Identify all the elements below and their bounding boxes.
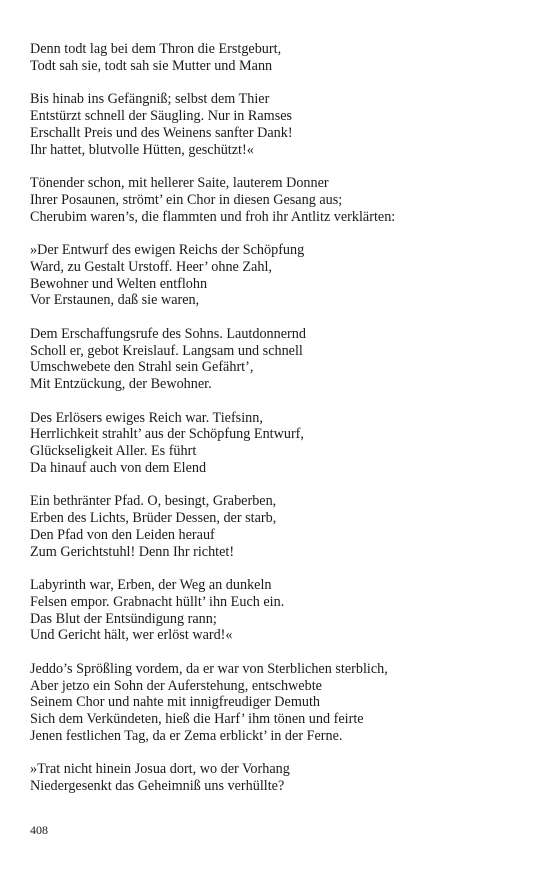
verse-line: Erben des Lichts, Brüder Dessen, der starb, — [30, 510, 277, 527]
verse-line: Herrlichkeit strahlt’ aus der Schöpfung Entwurf, — [30, 426, 304, 443]
verse-line: Das Blut der Entsündigung rann; — [30, 610, 217, 627]
verse-line: Jeddo’s Sprößling vordem, da er war von Sterblichen sterblich, — [30, 660, 388, 677]
verse-line: Ihr hattet, blutvolle Hütten, geschützt!« — [30, 141, 254, 158]
stanza — [30, 41, 530, 75]
verse-line: Todt sah sie, todt sah sie Mutter und Mann — [30, 57, 273, 74]
stanza — [30, 493, 530, 560]
verse-line: Cherubim waren’s, die flammten und froh ihr Antlitz verklärten: — [30, 208, 396, 225]
verse-line: Den Pfad von den Leiden herauf — [30, 526, 215, 543]
stanza — [30, 91, 530, 158]
poem-text — [30, 41, 530, 812]
stanza — [30, 761, 530, 795]
stanza — [30, 326, 530, 393]
verse-line: Felsen empor. Grabnacht hüllt’ ihn Euch ein. — [30, 593, 285, 610]
verse-line: Labyrinth war, Erben, der Weg an dunkeln — [30, 577, 272, 594]
verse-line: Erschallt Preis und des Weinens sanfter Dank! — [30, 124, 293, 141]
verse-line: Des Erlösers ewiges Reich war. Tiefsinn, — [30, 409, 263, 426]
verse-line: Scholl er, gebot Kreislauf. Langsam und schnell — [30, 342, 303, 359]
verse-line: Vor Erstaunen, daß sie waren, — [30, 292, 200, 309]
verse-line: Zum Gerichtstuhl! Denn Ihr richtet! — [30, 543, 235, 560]
verse-line: Denn todt lag bei dem Thron die Erstgeburt, — [30, 41, 282, 57]
verse-line: Mit Entzückung, der Bewohner. — [30, 376, 212, 393]
stanza — [30, 175, 530, 225]
verse-line: Niedergesenkt das Geheimniß uns verhüllte? — [30, 778, 285, 795]
stanza — [30, 410, 530, 477]
verse-line: »Der Entwurf des ewigen Reichs der Schöpfung — [30, 241, 305, 258]
verse-line: Entstürzt schnell der Säugling. Nur in Ramses — [30, 107, 293, 124]
stanza — [30, 661, 530, 745]
verse-line: Seinem Chor und nahte mit innigfreudiger Demuth — [30, 694, 320, 711]
verse-line: Dem Erschaffungsrufe des Sohns. Lautdonnernd — [30, 325, 306, 342]
verse-line: Tönender schon, mit hellerer Saite, lauterem Donner — [30, 174, 329, 191]
verse-line: Ein bethränter Pfad. O, besingt, Graberben, — [30, 493, 277, 510]
verse-line: Und Gericht hält, wer erlöst ward!« — [30, 627, 233, 644]
verse-line: Jenen festlichen Tag, da er Zema erblickt’ in der Ferne. — [30, 728, 343, 745]
verse-line: »Trat nicht hinein Josua dort, wo der Vorhang — [30, 761, 290, 778]
verse-line: Bis hinab ins Gefängniß; selbst dem Thier — [30, 91, 270, 108]
page-number: 408 — [30, 823, 48, 837]
verse-line: Umschwebete den Strahl sein Gefährt’, — [30, 359, 254, 376]
verse-line: Ihrer Posaunen, strömt’ ein Chor in diesen Gesang aus; — [30, 191, 343, 208]
stanza — [30, 577, 530, 644]
verse-line: Sich dem Verkündeten, hieß die Harf’ ihm tönen und feirte — [30, 711, 364, 728]
verse-line: Glückseligkeit Aller. Es führt — [30, 443, 197, 460]
verse-line: Da hinauf auch von dem Elend — [30, 459, 207, 476]
verse-line: Ward, zu Gestalt Urstoff. Heer’ ohne Zahl, — [30, 258, 272, 275]
verse-line: Bewohner und Welten entflohn — [30, 275, 208, 292]
verse-line: Aber jetzo ein Sohn der Auferstehung, entschwebte — [30, 677, 322, 694]
stanza — [30, 242, 530, 309]
